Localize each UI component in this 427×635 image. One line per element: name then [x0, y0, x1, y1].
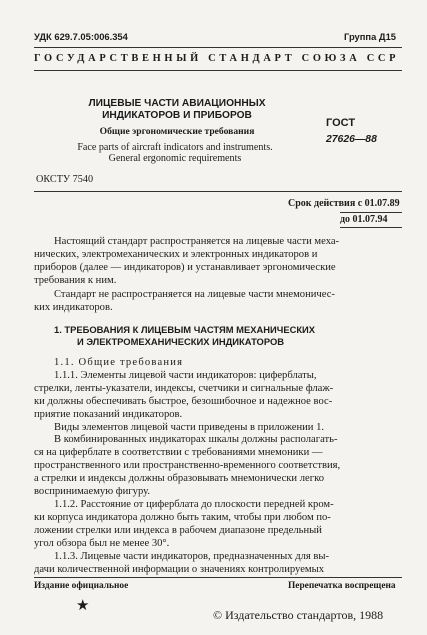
title-ru-subtitle: Общие эргономические требования: [99, 126, 255, 137]
body-text: [34, 357, 402, 576]
body-line: ки корпуса индикатора должно быть таким, чтобы при любом по-: [34, 511, 331, 523]
title-ru-line1: ЛИЦЕВЫЕ ЧАСТИ АВИАЦИОННЫХ: [88, 98, 266, 109]
validity-to: до 01.07.94: [340, 214, 388, 225]
gost-number: 27626—88: [326, 134, 377, 145]
intro-line: приборов (далее — индикаторов) и устанавливает эргономические: [34, 261, 336, 273]
body-line: ки должны обеспечивать быстрое, безошибочное и надежное вос-: [34, 395, 333, 407]
intro-line: ких индикаторов.: [34, 301, 113, 313]
group-code: Группа Д15: [344, 31, 397, 42]
body-line: пространственного или пространственно-временного соответствия,: [34, 460, 341, 472]
section-heading-line2: И ЭЛЕКТРОМЕХАНИЧЕСКИХ ИНДИКАТОРОВ: [77, 336, 285, 347]
validity-from: Срок действия с 01.07.89: [288, 198, 400, 209]
intro-line: Стандарт не распространяется на лицевые части мнемоничес-: [54, 288, 335, 300]
section-heading-line1: 1. ТРЕБОВАНИЯ К ЛИЦЕВЫМ ЧАСТЯМ МЕХАНИЧЕСКИХ: [54, 324, 316, 335]
body-line: приятие показаний индикаторов.: [34, 408, 183, 420]
star-icon: ★: [76, 598, 90, 614]
title-en-line2: General ergonomic requirements: [108, 153, 242, 164]
body-line: 1.1.2. Расстояние от циферблата до плоскости передней кром-: [54, 498, 334, 510]
body-line: 1.1.1. Элементы лицевой части индикаторов: циферблаты,: [54, 369, 317, 381]
body-line: дачи количественной информации о значениях контролируемых: [34, 563, 325, 575]
gost-label: ГОСТ: [326, 117, 356, 129]
body-line: В комбинированных индикаторах шкалы должны располагать-: [54, 434, 338, 446]
validity-underline-2: [340, 227, 402, 228]
official-edition-note: Издание официальное: [34, 581, 129, 591]
body-line: 1.1.3. Лицевые части индикаторов, предназначенных для вы-: [54, 550, 330, 562]
intro-text: [34, 236, 402, 314]
title-rule: [34, 191, 402, 192]
body-line: воспринимаемую фигуру.: [34, 486, 150, 498]
banner-rule: [34, 70, 402, 71]
state-standard-banner: ГОСУДАРСТВЕННЫЙ СТАНДАРТ СОЮЗА ССР: [34, 53, 400, 64]
body-line: стрелки, ленты-указатели, индексы, счетчики и сигнальные флаж-: [34, 382, 334, 394]
title-en-line1: Face parts of aircraft indicators and instruments.: [77, 142, 273, 153]
body-line: ложении стрелки или индекса в рабочем диапазоне предельный: [34, 524, 322, 536]
udk-code: УДК 629.7.05:006.354: [34, 31, 128, 42]
body-line: Виды элементов лицевой части приведены в приложении 1.: [54, 421, 325, 433]
body-line: ся на циферблате в соответствии с требованиями мнемоники —: [34, 447, 323, 459]
intro-line: требования к ним.: [34, 274, 117, 286]
okstu-code: ОКСТУ 7540: [36, 174, 94, 185]
footer-rule: [34, 577, 402, 578]
body-line: а стрелки и индексы должны образовывать мнемонически легко: [34, 473, 324, 485]
body-line: угол обзора был не менее 30°.: [34, 537, 170, 549]
subsection-heading: 1.1. Общие требования: [54, 357, 184, 368]
validity-underline-1: [340, 212, 402, 213]
reprint-prohibited-note: Перепечатка воспрещена: [288, 581, 396, 591]
top-rule: [34, 47, 402, 48]
intro-line: Настоящий стандарт распространяется на лицевые части меха-: [54, 236, 340, 247]
copyright-line: © Издательство стандартов, 1988: [213, 608, 384, 622]
title-ru-line2: ИНДИКАТОРОВ И ПРИБОРОВ: [102, 110, 252, 121]
intro-line: нических, электромеханических и электронных индикаторов и: [34, 248, 318, 260]
